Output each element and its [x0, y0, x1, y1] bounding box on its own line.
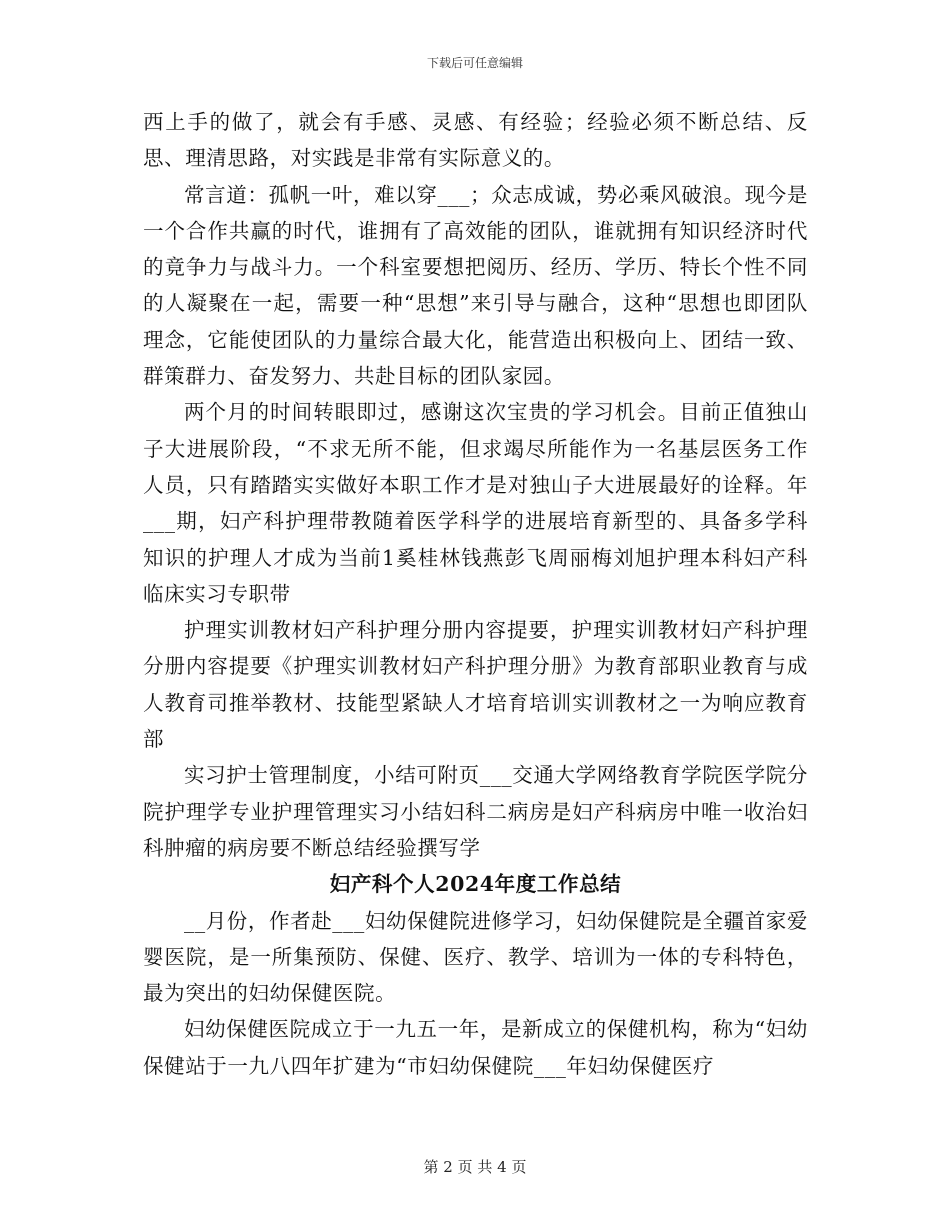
paragraph-continued: 西上手的做了，就会有手感、灵感、有经验；经验必须不断总结、反思、理清思路，对实践是非常有实际意义的。 — [143, 110, 808, 171]
document-body — [143, 104, 808, 1084]
page-number: 第 2 页 共 4 页 — [423, 1158, 527, 1176]
header-note: 下载后可任意编辑 — [426, 56, 523, 70]
paragraph-teamwork: 常言道：孤帆一叶，难以穿___；众志成诚，势必乘风破浪。现今是一个合作共赢的时代，谁拥有了高效能的团队，谁就拥有知识经济时代的竟争力与战斗力。一个科室要想把阅历、经历、学历、特长个性不同的人凝聚在一起，需要一种“思想”来引导与融合，这种“思想也即团队理念，它能使团队的力量综合最大化，能营造出积极向上、团结一致、群策群力、奋发努力、共赴目标的团队家园。 — [143, 182, 808, 389]
paragraph-internship: 实习护士管理制度，小结可附页___交通大学网络教育学院医学院分院护理学专业护理管理实习小结妇科二病房是妇产科病房中唯一收治妇科肿瘤的病房要不断总结经验撰写学 — [143, 763, 808, 860]
paragraph-study-thanks: 两个月的时间转眼即过，感谢这次宝贵的学习机会。目前正值独山子大进展阶段，“不求无所不能，但求竭尽所能作为一名基层医务工作人员，只有踏踏实实做好本职工作才是对独山子大进展最好的诠释。年___期，妇产科护理带教随着医学科学的进展培育新型的、具备多学科知识的护理人才成为当前1奚桂林钱燕彭飞周丽梅刘旭护理本科妇产科临床实习专职带 — [143, 400, 808, 606]
paragraph-textbook: 护理实训教材妇产科护理分册内容提要，护理实训教材妇产科护理分册内容提要《护理实训教材妇产科护理分册》为教育部职业教育与成人教育司推举教材、技能型紧缺人才培育培训实训教材之一为响应教育部 — [143, 618, 808, 752]
paragraph-training: __月份，作者赴___妇幼保健院进修学习，妇幼保健院是全疆首家爱婴医院，是一所集预防、保健、医疗、教学、培训为一体的专科特色，最为突出的妇幼保健医院。 — [143, 908, 808, 1006]
section-heading: 妇产科个人2024年度工作总结 — [329, 872, 622, 897]
paragraph-history: 妇幼保健医院成立于一九五一年，是新成立的保健机构，称为“妇幼保健站于一九八四年扩建为“市妇幼保健院___年妇幼保健医疗 — [143, 1017, 808, 1078]
